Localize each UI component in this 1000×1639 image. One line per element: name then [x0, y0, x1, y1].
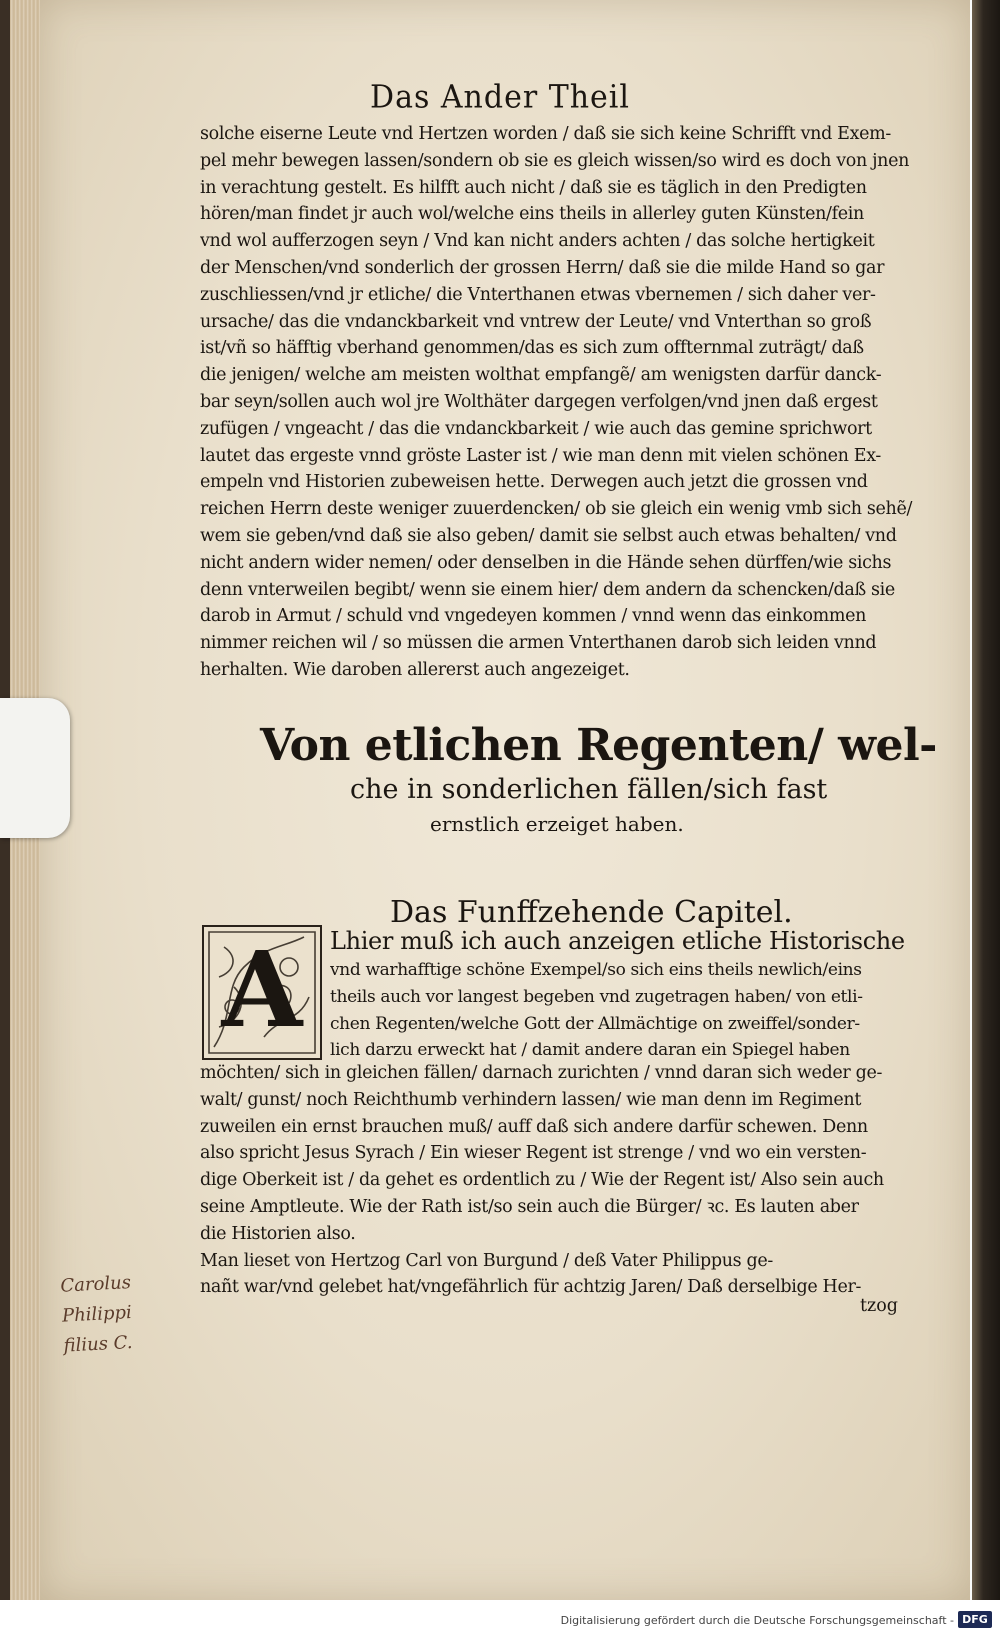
text-line: walt/ gunst/ noch Reichthumb verhindern lassen/ wie man denn im Regiment [200, 1089, 862, 1110]
text-line: theils auch vor langest begeben vnd zugetragen haben/ von etli- [330, 986, 863, 1007]
text-line: chen Regenten/welche Gott der Allmächtige on zweiffel/sonder- [330, 1013, 860, 1034]
section-heading-line2: che in sonderlichen fällen/sich fast [350, 774, 828, 805]
marginal-note-line2: filius C. [63, 1332, 134, 1357]
text-line: möchten/ sich in gleichen fällen/ darnach zurichten / vnnd daran sich weder ge- [200, 1063, 883, 1083]
running-head: Das Ander Theil [370, 79, 630, 116]
text-line: bar seyn/sollen auch wol jre Wolthäter dargegen verfolgen/vnd jnen daß ergest [200, 391, 878, 412]
text-line: zuweilen ein ernst brauchen muß/ auff daß sich andere darfür schewen. Denn [200, 1116, 868, 1137]
decorated-initial [202, 925, 322, 1060]
text-line: darob in Armut / schuld vnd vngedeyen kommen / vnnd wenn das einkommen [200, 606, 867, 627]
marginal-note-line1: Carolus Philippi [59, 1272, 133, 1327]
chapter-title: Das Funffzehende Capitel. [390, 895, 793, 930]
footer-credit: Digitalisierung gefördert durch die Deutsche Forschungsgemeinschaft - [560, 1614, 954, 1627]
text-line: der Menschen/vnd sonderlich der grossen Herrn/ daß sie die milde Hand so gar [200, 257, 885, 278]
text-line: herhalten. Wie daroben allererst auch angezeiget. [200, 659, 630, 680]
text-line: ist/vñ so häfftig vberhand genommen/das es sich zum offternmal zuträgt/ daß [200, 338, 864, 359]
footer [0, 1600, 1000, 1639]
initial-letter: A [221, 928, 303, 1051]
section-heading-line3: ernstlich erzeiget haben. [430, 812, 684, 836]
text-line: seine Amptleute. Wie der Rath ist/so sein auch die Bürger/ ꝛc. Es lauten aber [200, 1196, 859, 1217]
text-line: dige Oberkeit ist / da gehet es ordentlich zu / Wie der Regent ist/ Also sein auch [200, 1170, 884, 1191]
text-line: die Historien also. [200, 1223, 356, 1244]
text-line: die jenigen/ welche am meisten wolthat empfangẽ/ am wenigsten darfür danck- [200, 365, 882, 386]
section-text-full [200, 1060, 922, 1301]
text-line: nicht andern wider nemen/ oder denselben in die Hände sehen dürffen/wie sichs [200, 552, 892, 573]
handwritten-marginal-note [60, 1264, 205, 1361]
text-line: in verachtung gestelt. Es hilfft auch nicht / daß sie es täglich in den Predigten [200, 177, 867, 198]
section-heading-line1: Von etlichen Regenten/ wel- [260, 720, 937, 771]
text-line: ursache/ das die vndanckbarkeit vnd vntrew der Leute/ vnd Vnterthan so groß [200, 311, 872, 332]
text-line: solche eiserne Leute vnd Hertzen worden / daß sie sich keine Schrifft vnd Exem- [200, 124, 891, 144]
dfg-logo: DFG [958, 1611, 992, 1628]
text-line: vnd warhafftige schöne Exempel/so sich eins theils newlich/eins [330, 960, 862, 980]
text-line: zufügen / vngeacht / das die vndanckbarkeit / wie auch das gemine sprichwort [200, 418, 872, 439]
text-line: zuschliessen/vnd jr etliche/ die Vnterthanen etwas vbernemen / sich daher ver- [200, 284, 876, 305]
text-line: denn vnterweilen begibt/ wenn sie einem hier/ dem andern da schencken/daß sie [200, 579, 895, 600]
section-text-indented [330, 925, 922, 1064]
text-line: Man lieset von Hertzog Carl von Burgund / deß Vater Philippus ge- [200, 1250, 773, 1271]
catchword: tzog [860, 1296, 898, 1316]
text-line: lich darzu erweckt hat / damit andere daran ein Spiegel haben [330, 1040, 850, 1061]
text-line: reichen Herrn deste weniger zuuerdencken/ ob sie gleich ein wenig vmb sich sehẽ/ [200, 499, 913, 520]
text-line: Lhier muß ich auch anzeigen etliche Historische [330, 927, 905, 955]
text-line: nañt war/vnd gelebet hat/vngefährlich für achtzig Jaren/ Daß derselbige Her- [200, 1277, 862, 1298]
text-line: hören/man findet jr auch wol/welche eins theils in allerley guten Künsten/fein [200, 204, 864, 225]
text-line: vnd wol aufferzogen seyn / Vnd kan nicht anders achten / das solche hertigkeit [200, 231, 875, 252]
text-line: empeln vnd Historien zubeweisen hette. Derwegen auch jetzt die grossen vnd [200, 472, 868, 493]
body-text [200, 121, 922, 684]
text-line: nimmer reichen wil / so müssen die armen Vnterthanen darob sich leiden vnnd [200, 633, 877, 654]
text-line: also spricht Jesus Syrach / Ein wieser Regent ist strenge / vnd wo ein versten- [200, 1143, 867, 1164]
text-line: pel mehr bewegen lassen/sondern ob sie es gleich wissen/so wird es doch von jnen [200, 150, 910, 171]
text-line: wem sie geben/vnd daß sie also geben/ damit sie selbst auch etwas behalten/ vnd [200, 525, 897, 546]
text-line: lautet das ergeste vnnd gröste Laster ist / wie man denn mit vielen schönen Ex- [200, 445, 881, 466]
